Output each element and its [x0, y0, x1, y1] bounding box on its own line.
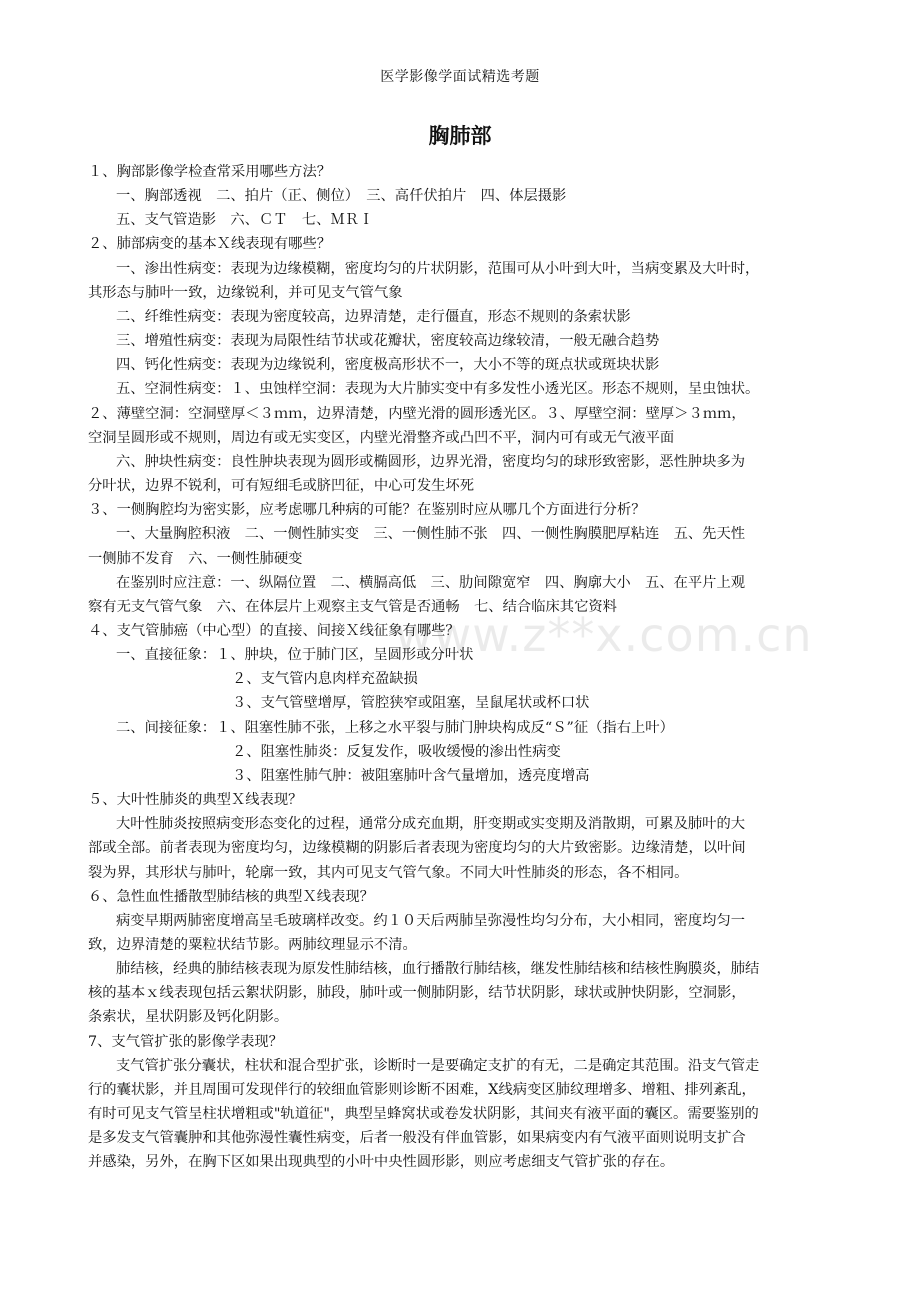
text-line: ２、肺部病变的基本Ｘ线表现有哪些？ — [88, 236, 332, 253]
text-line: 空洞呈圆形或不规则，周边有或无实变区，内壁光滑整齐或凸凹不平，洞内可有或无气液平面 — [88, 429, 675, 446]
text-line: 是多发支气管囊肿和其他弥漫性囊性病变，后者一般没有伴血管影，如果病变内有气液平面则说明支扩合 — [88, 1130, 746, 1147]
text-line: 病变早期两肺密度增高呈毛玻璃样改变。约１０天后两肺呈弥漫性均匀分布，大小相同，密度均匀一 — [116, 912, 746, 929]
text-line: 肺结核，经典的肺结核表现为原发性肺结核，血行播散行肺结核，继发性肺结核和结核性胸膜炎，肺结 — [116, 961, 760, 978]
text-line: 行的囊状影，并且周围可发现伴行的较细血管影则诊断不困难，X线病变区肺纹理增多、增粗、排列紊乱， — [88, 1081, 756, 1098]
text-line: 一侧肺不发育 六、一侧性肺硬变 — [88, 550, 303, 567]
text-line: 三、增殖性病变：表现为局限性结节状或花瓣状，密度较高边缘较清，一般无融合趋势 — [116, 333, 660, 350]
text-line: 四、钙化性病变：表现为边缘锐利，密度极高形状不一，大小不等的斑点状或斑块状影 — [116, 357, 660, 374]
text-line: 一、渗出性病变：表现为边缘模糊，密度均匀的片状阴影，范围可从小叶到大叶，当病变累及大叶时， — [116, 260, 760, 277]
text-line: 五、空洞性病变：１、虫蚀样空洞：表现为大片肺实变中有多发性小透光区。形态不规则，呈虫蚀状。 — [116, 381, 760, 398]
text-line: 分叶状，边界不锐利，可有短细毛或脐凹征，中心可发生坏死 — [88, 478, 475, 495]
text-line: 察有无支气管气象 六、在体层片上观察主支气管是否通畅 七、结合临床其它资料 — [88, 598, 617, 615]
text-line: ３、一侧胸腔均为密实影，应考虑哪几种病的可能？在鉴别时应从哪几个方面进行分析？ — [88, 502, 646, 519]
text-line: ２、支气管内息肉样充盈缺损 — [232, 671, 418, 688]
text-line: 裂为界，其形状与肺叶，轮廓一致，其内可见支气管气象。不同大叶性肺炎的形态，各不相同。 — [88, 864, 689, 881]
text-line: 支气管扩张分囊状，柱状和混合型扩张，诊断时一是要确定支扩的有无，二是确定其范围。沿支气管走 — [116, 1057, 760, 1074]
text-line: 一、直接征象：１、肿块，位于肺门区，呈圆形或分叶状 — [116, 647, 474, 664]
text-line: ６、急性血性播散型肺结核的典型Ｘ线表现？ — [88, 888, 374, 905]
text-line: 二、间接征象：１、阻塞性肺不张，上移之水平裂与肺门肿块构成反“Ｓ”征（指右上叶） — [116, 719, 674, 736]
document-body — [88, 160, 838, 1175]
text-line: ３、支气管壁增厚，管腔狭窄或阻塞，呈鼠尾状或杯口状 — [232, 695, 590, 712]
text-line: 二、纤维性病变：表现为密度较高，边界清楚，走行僵直，形态不规则的条索状影 — [116, 308, 631, 325]
text-line: 7、支气管扩张的影像学表现？ — [88, 1033, 283, 1050]
text-line: ２、薄壁空洞：空洞壁厚＜３ｍｍ，边界清楚，内壁光滑的圆形透光区。３、厚壁空洞：壁厚＞３ｍｍ， — [88, 405, 746, 422]
text-line: 大叶性肺炎按照病变形态变化的过程，通常分成充血期，肝变期或实变期及消散期，可累及肺叶的大 — [116, 816, 746, 833]
text-line: 一、大量胸腔积液 二、一侧性肺实变 三、一侧性肺不张 四、一侧性胸膜肥厚粘连 五、先天性 — [116, 526, 746, 543]
text-line: 六、肿块性病变：良性肿块表现为圆形或椭圆形，边界光滑，密度均匀的球形致密影，恶性肿块多为 — [116, 453, 746, 470]
text-line: 五、支气管造影 六、ＣＴ 七、ＭＲＩ — [116, 212, 374, 229]
text-line: ５、大叶性肺炎的典型Ｘ线表现？ — [88, 792, 303, 809]
text-line: ２、阻塞性肺炎：反复发作，吸收缓慢的渗出性病变 — [232, 743, 561, 760]
text-line: 并感染，另外，在胸下区如果出现典型的小叶中央性圆形影，则应考虑细支气管扩张的存在。 — [88, 1154, 675, 1171]
page-header: 医学影像学面试精选考题 — [380, 69, 540, 85]
watermark: www.z**x.com.cn — [395, 608, 813, 662]
text-line: 有时可见支气管呈柱状增粗或"轨道征"，典型呈蜂窝状或卷发状阴影，其间夹有液平面的囊区。需要鉴别的 — [88, 1106, 759, 1123]
text-line: 其形态与肺叶一致，边缘锐利，并可见支气管气象 — [88, 284, 403, 301]
text-line: 一、胸部透视 二、拍片（正、侧位） 三、高仟伏拍片 四、体层摄影 — [116, 188, 567, 205]
section-title: 胸肺部 — [428, 124, 492, 148]
text-line: 致，边界清楚的粟粒状结节影。两肺纹理显示不清。 — [88, 937, 417, 953]
text-line: ３、阻塞性肺气肿：被阻塞肺叶含气量增加，透亮度增高 — [232, 767, 590, 784]
text-line: 部或全部。前者表现为密度均匀，边缘模糊的阴影后者表现为密度均匀的大片致密影。边缘清楚，以叶间 — [88, 840, 746, 857]
text-line: 在鉴别时应注意：一、纵隔位置 二、横膈高低 三、肋间隙宽窄 四、胸廓大小 五、在平片上观 — [116, 574, 746, 591]
text-line: 核的基本ｘ线表现包括云絮状阴影，肺段，肺叶或一侧肺阴影，结节状阴影，球状或肿快阴影，空洞影， — [88, 985, 746, 1002]
text-line: 条索状，星状阴影及钙化阴影。 — [88, 1009, 289, 1026]
text-line: ４、支气管肺癌（中心型）的直接、间接Ｘ线征象有哪些？ — [88, 622, 460, 639]
text-line: １、胸部影像学检查常采用哪些方法？ — [88, 164, 332, 180]
